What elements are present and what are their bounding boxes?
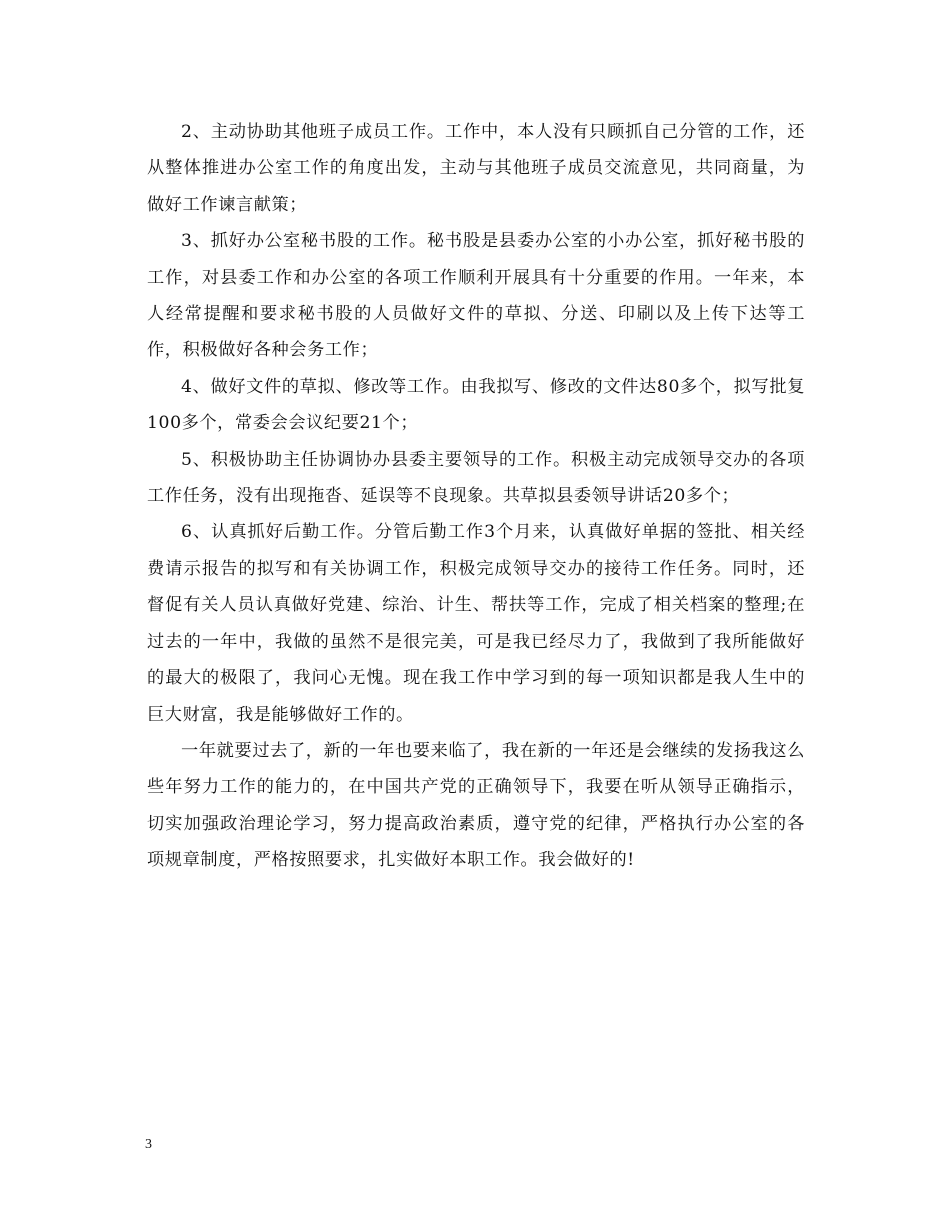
paragraph-conclusion: 一年就要过去了，新的一年也要来临了，我在新的一年还是会继续的发扬我这么些年努力工作的能力的，在中国共产党的正确领导下，我要在听从领导正确指示，切实加强政治理论学习，努力提高政治素质，遵守党的纪律，严格执行办公室的各项规章制度，严格按照要求，扎实做好本职工作。我会做好的! — [147, 740, 805, 871]
paragraph-item-3: 3、抓好办公室秘书股的工作。秘书股是县委办公室的小办公室，抓好秘书股的工作，对县委工作和办公室的各项工作顺利开展具有十分重要的作用。一年来，本人经常提醒和要求秘书股的人员做好文件的草拟、分送、印刷以及上传下达等工作，积极做好各种会务工作； — [147, 231, 805, 361]
paragraph-item-6: 6、认真抓好后勤工作。分管后勤工作3个月来，认真做好单据的签批、相关经费请示报告的拟写和有关协调工作，积极完成领导交办的接待工作任务。同时，还督促有关人员认真做好党建、综治、计生、帮扶等工作，完成了相关档案的整理;在过去的一年中，我做的虽然不是很完美，可是我已经尽力了，我做到了我所能做好的最大的极限了，我问心无愧。现在我工作中学习到的每一项知识都是我人生中的巨大财富，我是能够做好工作的。 — [147, 522, 805, 725]
paragraph-item-5: 5、积极协助主任协调协办县委主要领导的工作。积极主动完成领导交办的各项工作任务，没有出现拖沓、延误等不良现象。共草拟县委领导讲话20多个； — [147, 449, 805, 507]
page-number: 3 — [145, 1137, 152, 1152]
paragraph-item-2: 2、主动协助其他班子成员工作。工作中，本人没有只顾抓自己分管的工作，还从整体推进办公室工作的角度出发，主动与其他班子成员交流意见，共同商量，为做好工作谏言献策； — [147, 122, 805, 215]
document-body — [147, 114, 805, 879]
paragraph-item-4: 4、做好文件的草拟、修改等工作。由我拟写、修改的文件达80多个，拟写批复100多个，常委会会议纪要21个； — [147, 376, 805, 434]
